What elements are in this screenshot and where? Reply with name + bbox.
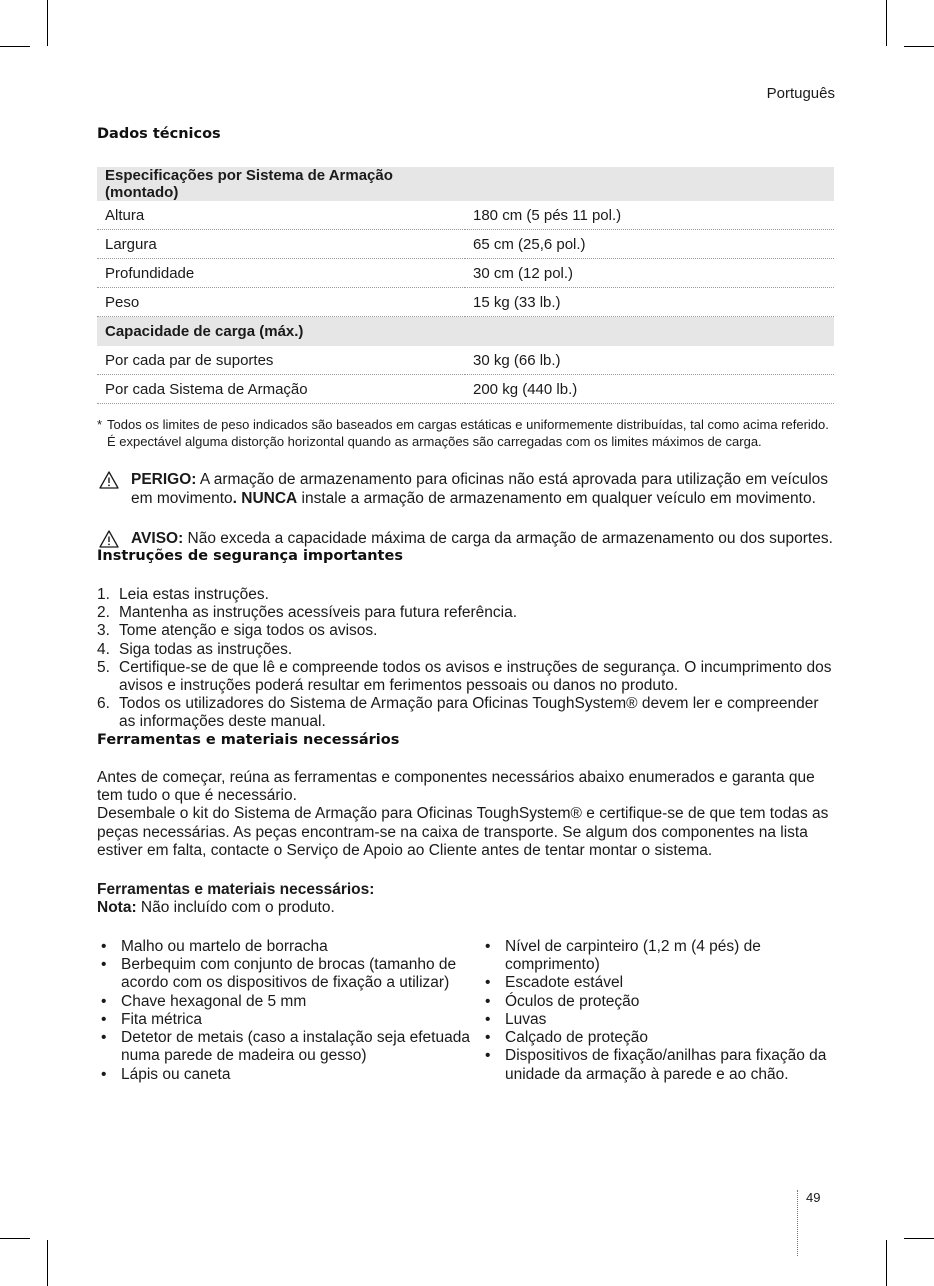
- danger-label: PERIGO:: [131, 471, 197, 488]
- list-text: Detetor de metais (caso a instalação seja efetuada numa parede de madeira ou gesso): [121, 1029, 470, 1065]
- note-label: Nota:: [97, 899, 137, 917]
- list-text: Dispositivos de fixação/anilhas para fixação da unidade da armação à parede e ao chão.: [505, 1047, 827, 1083]
- bullet: •: [485, 1010, 491, 1028]
- spec-value: 30 cm (12 pol.): [465, 259, 834, 288]
- table-section-header: [97, 317, 834, 347]
- tools-intro: [97, 769, 834, 860]
- page-number: 49: [806, 1190, 821, 1205]
- list-text: Chave hexagonal de 5 mm: [121, 992, 307, 1010]
- crop-mark: [904, 46, 934, 47]
- bullet: •: [101, 1010, 107, 1028]
- list-item: [481, 1047, 834, 1084]
- list-number: 1.: [97, 586, 110, 603]
- note-text: Não incluído com o produto.: [136, 899, 335, 917]
- language-label: Português: [766, 85, 835, 102]
- list-item: [481, 1029, 834, 1047]
- list-text: Escadote estável: [505, 974, 624, 992]
- list-text: Fita métrica: [121, 1010, 202, 1028]
- bullet: •: [101, 992, 107, 1010]
- crop-mark: [0, 1238, 30, 1239]
- spec-label: Profundidade: [97, 259, 465, 288]
- list-item: [481, 938, 834, 975]
- list-text: Lápis ou caneta: [121, 1065, 231, 1083]
- tools-heading: Ferramentas e materiais necessários: [97, 731, 400, 748]
- list-item: [97, 659, 834, 695]
- table-row: [97, 201, 834, 230]
- spec-value: [465, 317, 834, 347]
- tools-list-left: [97, 938, 481, 1084]
- danger-never: . NUNCA: [232, 490, 298, 507]
- list-item: [97, 938, 481, 956]
- footnote: [97, 416, 834, 450]
- caution-warning: [97, 529, 834, 548]
- danger-warning: [97, 470, 834, 508]
- list-number: 2.: [97, 604, 110, 622]
- danger-text: A armação de armazenamento para oficinas não está aprovada para utilização em veículos em movimento: [131, 471, 829, 507]
- list-text: Óculos de proteção: [505, 992, 640, 1010]
- table-row: [97, 346, 834, 375]
- spec-value: 180 cm (5 pés 11 pol.): [465, 201, 834, 230]
- safety-heading: Instruções de segurança importantes: [97, 548, 403, 564]
- spec-value: 30 kg (66 lb.): [465, 346, 834, 375]
- section-label: Capacidade de carga (máx.): [97, 317, 465, 347]
- spec-value: [465, 167, 834, 201]
- list-text: Calçado de proteção: [505, 1029, 649, 1047]
- bullet: •: [485, 992, 491, 1010]
- page-number-divider: [797, 1190, 798, 1256]
- bullet: •: [101, 1029, 107, 1047]
- list-text: Mantenha as instruções acessíveis para futura referência.: [119, 604, 518, 622]
- list-text: Siga todas as instruções.: [119, 640, 293, 658]
- bullet: •: [101, 1065, 107, 1083]
- crop-mark: [886, 1240, 887, 1286]
- bullet: •: [485, 937, 491, 955]
- list-text: Leia estas instruções.: [119, 586, 269, 603]
- list-text: Luvas: [505, 1010, 547, 1028]
- section-label: Especificações por Sistema de Armação (montado): [97, 167, 465, 201]
- specs-table: [97, 167, 834, 404]
- footnote-star: *: [97, 417, 103, 432]
- footnote-text: Todos os limites de peso indicados são baseados em cargas estáticas e uniformemente distribuídas, tal como acima referido. É expectável alguma distorção horizontal quando as armações são carregadas com os limites máximos de carga.: [107, 417, 829, 449]
- list-item: [481, 1011, 834, 1029]
- tools-subheading: [97, 881, 834, 918]
- list-item: [481, 993, 834, 1011]
- table-section-header: [97, 167, 834, 201]
- crop-mark: [904, 1238, 934, 1239]
- spec-value: 65 cm (25,6 pol.): [465, 230, 834, 259]
- spec-value: 15 kg (33 lb.): [465, 288, 834, 317]
- tools-columns: [97, 938, 834, 1084]
- bullet: •: [485, 1029, 491, 1047]
- list-item: [97, 604, 834, 622]
- list-number: 3.: [97, 622, 110, 640]
- list-number: 4.: [97, 640, 110, 658]
- list-item: [97, 695, 834, 731]
- spec-label: Largura: [97, 230, 465, 259]
- tools-list-right: [481, 938, 834, 1084]
- table-row: [97, 230, 834, 259]
- tools-note: [97, 899, 834, 917]
- danger-text-2: instale a armação de armazenamento em qualquer veículo em movimento.: [297, 490, 816, 507]
- bullet: •: [101, 937, 107, 955]
- spec-label: Por cada par de suportes: [97, 346, 465, 375]
- list-text: Berbequim com conjunto de brocas (tamanho de acordo com os dispositivos de fixação a utilizar): [121, 956, 457, 992]
- safety-list: [97, 586, 834, 732]
- tech-data-heading: Dados técnicos: [97, 126, 221, 142]
- crop-mark: [0, 46, 30, 47]
- list-item: [97, 1066, 481, 1084]
- table-row: [97, 288, 834, 317]
- spec-value: 200 kg (440 lb.): [465, 375, 834, 404]
- list-number: 5.: [97, 658, 110, 676]
- list-number: 6.: [97, 695, 110, 713]
- bullet: •: [485, 1047, 491, 1065]
- list-text: Tome atenção e siga todos os avisos.: [119, 622, 378, 640]
- list-item: [97, 993, 481, 1011]
- bullet: •: [485, 974, 491, 992]
- tools-intro-2: Desembale o kit do Sistema de Armação para Oficinas ToughSystem® e certifique-se de que tem todas as peças necessárias. As peças encontram-se na caixa de transporte. Se algum dos componentes na lista estiver em falta, contacte o Serviço de Apoio ao Cliente antes de tentar montar o sistema.: [97, 805, 829, 859]
- caution-text: Não exceda a capacidade máxima de carga da armação de armazenamento ou dos suportes.: [183, 530, 833, 547]
- crop-mark: [47, 1240, 48, 1286]
- tools-subtitle: Ferramentas e materiais necessários:: [97, 881, 375, 899]
- crop-mark: [886, 0, 887, 46]
- table-row: [97, 375, 834, 404]
- list-item: [97, 641, 834, 659]
- list-text: Nível de carpinteiro (1,2 m (4 pés) de comprimento): [505, 937, 761, 973]
- table-row: [97, 259, 834, 288]
- list-item: [97, 586, 834, 604]
- list-item: [481, 974, 834, 992]
- warning-triangle-icon: [99, 471, 119, 489]
- list-item: [97, 622, 834, 640]
- spec-label: Altura: [97, 201, 465, 230]
- spec-label: Por cada Sistema de Armação: [97, 375, 465, 404]
- list-text: Certifique-se de que lê e compreende todos os avisos e instruções de segurança. O incumprimento dos avisos e instruções poderá resultar em ferimentos pessoais ou danos no produto.: [119, 658, 832, 695]
- list-item: [97, 1011, 481, 1029]
- list-item: [97, 956, 481, 993]
- bullet: •: [101, 956, 107, 973]
- list-item: [97, 1029, 481, 1066]
- caution-label: AVISO:: [131, 530, 184, 547]
- page-content: [97, 126, 834, 1084]
- list-text: Malho ou martelo de borracha: [121, 937, 328, 955]
- list-text: Todos os utilizadores do Sistema de Armação para Oficinas ToughSystem® devem ler e compreender as informações deste manual.: [119, 695, 819, 731]
- tools-intro-1: Antes de começar, reúna as ferramentas e componentes necessários abaixo enumerados e garanta que tem tudo o que é necessário.: [97, 768, 815, 804]
- spec-label: Peso: [97, 288, 465, 317]
- warning-triangle-icon: [99, 530, 119, 548]
- crop-mark: [47, 0, 48, 46]
